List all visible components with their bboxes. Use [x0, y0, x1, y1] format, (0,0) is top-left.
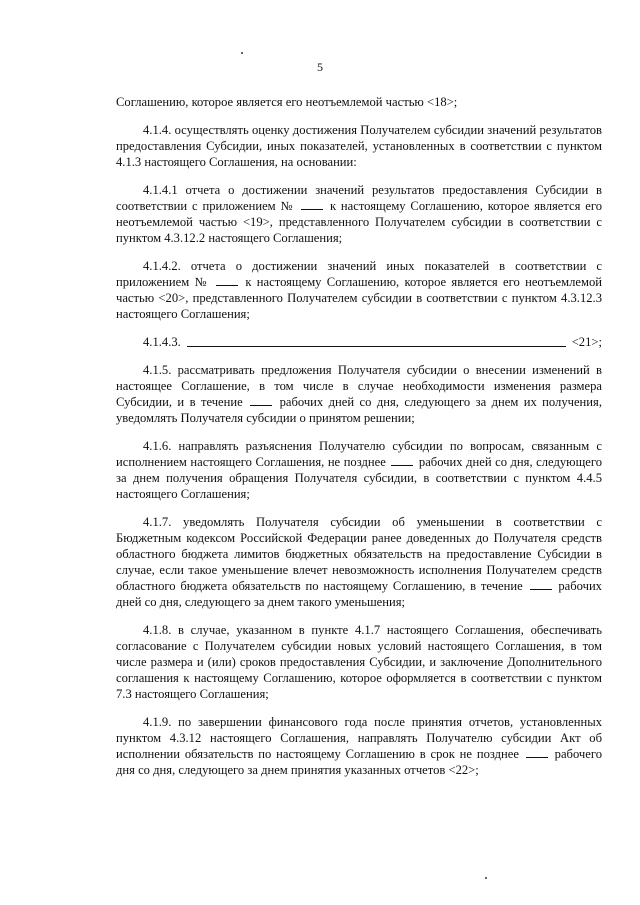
- scan-speck: [485, 877, 487, 879]
- paragraph-4-1-4: 4.1.4. осуществлять оценку достижения Получателем субсидии значений результатов предоставления Субсидии, иных показателей, установленных в соответствии с пунктом 4.1.3 настоящего Соглашения, на основании:: [116, 123, 602, 169]
- paragraph-4-1-8: 4.1.8. в случае, указанном в пункте 4.1.7 настоящего Соглашения, обеспечивать согласование с Получателем субсидии новых условий настоящего Соглашения, в том числе размера и (или) сроков предоставления Субсидии, и заключение Дополнительного соглашения к настоящему Соглашению, которое оформляется в соответствии с пунктом 7.3 настоящего Соглашения;: [116, 623, 602, 701]
- blank-field: [250, 395, 272, 406]
- blank-field: [301, 199, 323, 210]
- blank-field: [530, 579, 552, 590]
- page-number: 5: [317, 60, 323, 74]
- paragraph-4-1-7: 4.1.7. уведомлять Получателя субсидии об уменьшении в соответствии с Бюджетным кодексом Российской Федерации ранее доведенных до Получателя средств областного бюджета лимитов бюджетных обязательств на предоставление Субсидии в случае, если такое уменьшение влечет невозможность исполнения Получателем средств областного бюджета обязательств по настоящему Соглашению, в течение рабочих дней со дня, следующего за днем такого уменьшения;: [116, 515, 602, 609]
- paragraph-4-1-6: 4.1.6. направлять разъяснения Получателю субсидии по вопросам, связанным с исполнением настоящего Соглашения, не позднее рабочих дней со дня, следующего за днем получения обращения Получателя субсидии, в соответствии с пунктом 4.4.5 настоящего Соглашения;: [116, 439, 603, 501]
- scan-speck: [241, 52, 243, 54]
- blank-line: [187, 346, 566, 347]
- paragraph-4-1-5: 4.1.5. рассматривать предложения Получателя субсидии о внесении изменений в настоящее Соглашение, в том числе в случае необходимости изменения размера Субсидии, и в течение рабочих дней со дня, следующего за днем их получения, уведомлять Получателя субсидии о принятом решении;: [116, 363, 602, 425]
- paragraph-4-1-4-3: 4.1.4.3. <21>;: [143, 335, 602, 349]
- blank-field: [526, 747, 548, 758]
- document-body: [116, 94, 602, 790]
- paragraph-4-1-4-1: 4.1.4.1 отчета о достижении значений результатов предоставления Субсидии в соответствии с приложением № к настоящему Соглашению, которое является его неотъемлемой частью <19>, представленного Получателем субсидии в соответствии с пунктом 4.3.12.2 настоящего Соглашения;: [116, 183, 603, 245]
- paragraph-4-1-4-2: 4.1.4.2. отчета о достижении значений иных показателей в соответствии с приложением № к настоящему Соглашению, которое является его неотъемлемой частью <20>, представленного Получателем субсидии в соответствии с пунктом 4.3.12.3 настоящего Соглашения;: [116, 259, 602, 321]
- blank-field: [216, 275, 238, 286]
- blank-field: [391, 455, 413, 466]
- paragraph-continuation: Соглашению, которое является его неотъемлемой частью <18>;: [116, 95, 458, 109]
- paragraph-4-1-9: 4.1.9. по завершении финансового года после принятия отчетов, установленных пунктом 4.3.12 настоящего Соглашения, направлять Получателю субсидии Акт об исполнении обязательств по настоящему Соглашению в срок не позднее рабочего дня со дня, следующего за днем принятия указанных отчетов <22>;: [116, 715, 602, 777]
